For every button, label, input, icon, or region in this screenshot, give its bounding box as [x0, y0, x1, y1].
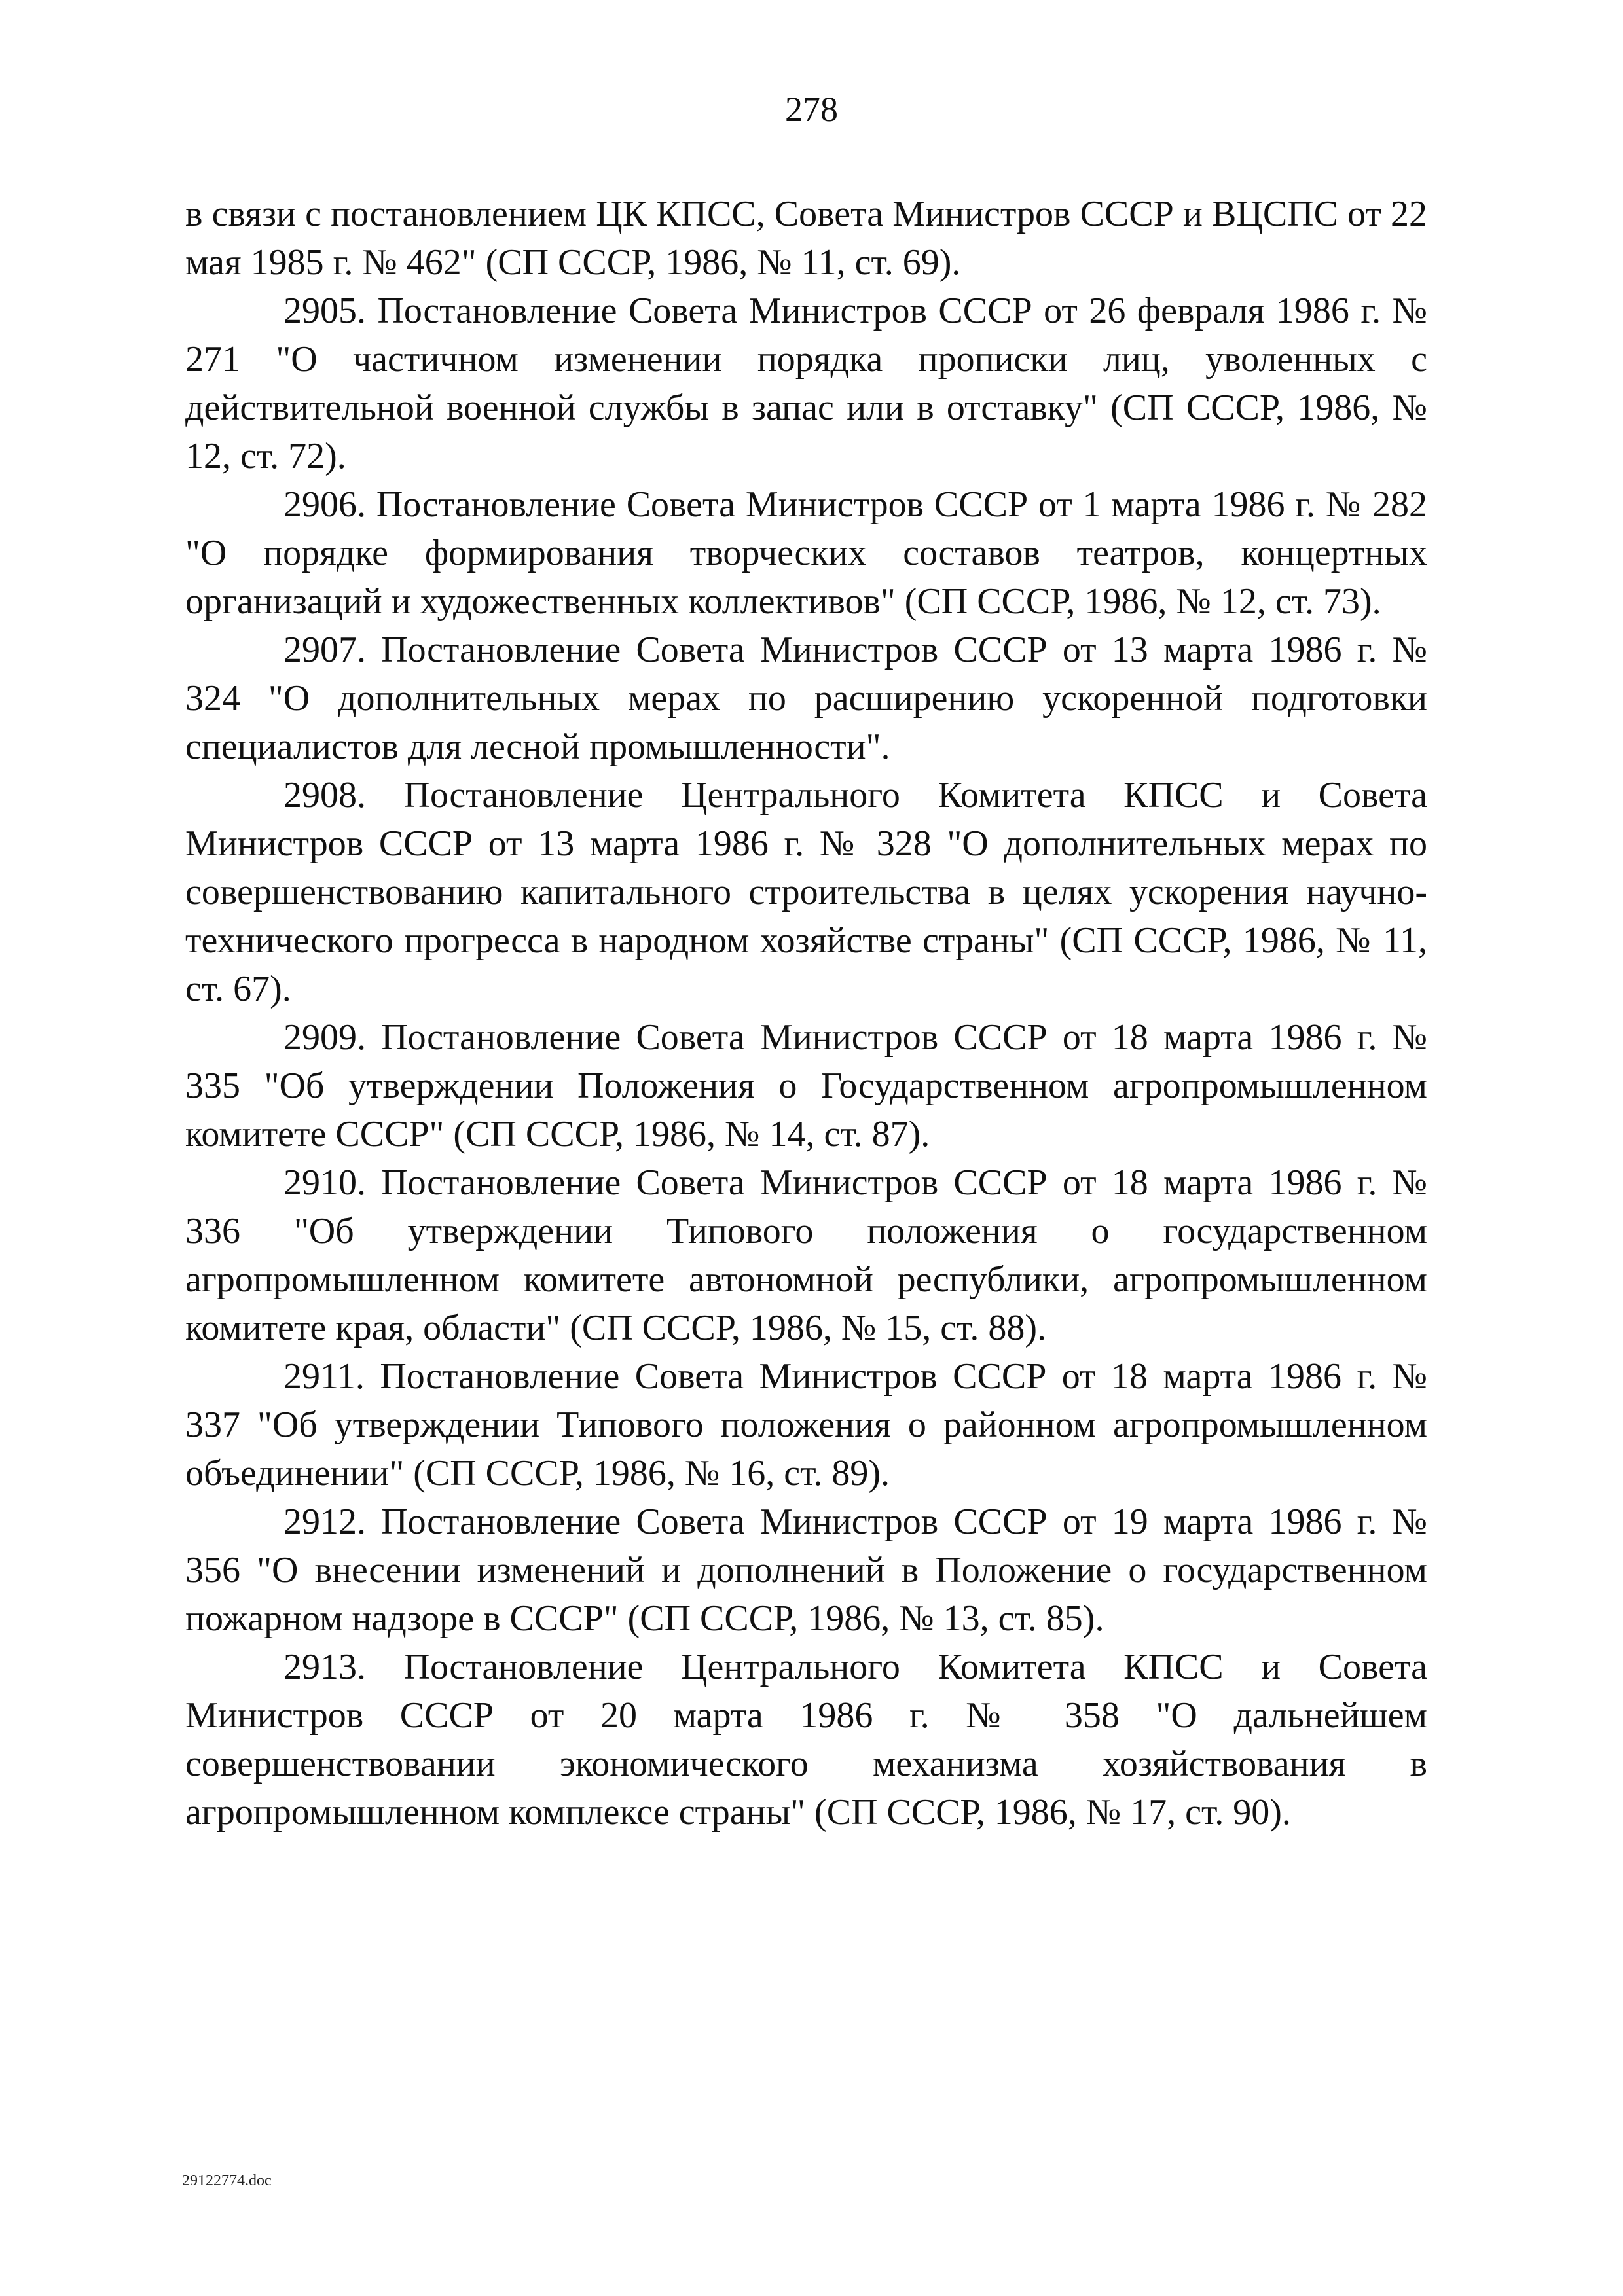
entry-2906: 2906. Постановление Совета Министров СССР от 1 марта 1986 г. № 282 "О порядке формирования творческих составов театров, концертных организаций и художественных коллективов" (СП СССР, 1986, № 12, ст. 73). [185, 484, 1427, 622]
page-number: 278 [785, 90, 838, 129]
document-body [185, 190, 1427, 1837]
entry-2909: 2909. Постановление Совета Министров СССР от 18 марта 1986 г. № 335 "Об утверждении Положения о Государственном агропромышленном комитете СССР" (СП СССР, 1986, № 14, ст. 87). [185, 1017, 1427, 1155]
entry-2912: 2912. Постановление Совета Министров СССР от 19 марта 1986 г. № 356 "О внесении изменений и дополнений в Положение о государственном пожарном надзоре в СССР" (СП СССР, 1986, № 13, ст. 85). [185, 1501, 1427, 1639]
entry-2905: 2905. Постановление Совета Министров СССР от 26 февраля 1986 г. № 271 "О частичном изменении порядка прописки лиц, уволенных с действительной военной службы в запас или в отставку" (СП СССР, 1986, № 12, ст. 72). [185, 291, 1427, 476]
entry-2910: 2910. Постановление Совета Министров СССР от 18 марта 1986 г. № 336 "Об утверждении Типового положения о государственном агропромышленном комитете автономной республики, агропромышленном комитете края, области" (СП СССР, 1986, № 15, ст. 88). [185, 1162, 1427, 1348]
entry-2907: 2907. Постановление Совета Министров СССР от 13 марта 1986 г. № 324 "О дополнительных мерах по расширению ускоренной подготовки специалистов для лесной промышленности". [185, 630, 1427, 767]
entry-2913: 2913. Постановление Центрального Комитета КПСС и Совета Министров СССР от 20 марта 1986 г. № 358 "О дальнейшем совершенствовании экономического механизма хозяйствования в агропромышленном комплексе страны" (СП СССР, 1986, № 17, ст. 90). [185, 1647, 1427, 1833]
entry-2911: 2911. Постановление Совета Министров СССР от 18 марта 1986 г. № 337 "Об утверждении Типового положения о районном агропромышленном объединении" (СП СССР, 1986, № 16, ст. 89). [185, 1356, 1427, 1494]
footer-filename: 29122774.doc [182, 2172, 272, 2189]
entry-2908: 2908. Постановление Центрального Комитета КПСС и Совета Министров СССР от 13 марта 1986 г. № 328 "О дополнительных мерах по совершенствованию капитального строительства в целях ускорения научно-технического прогресса в народном хозяйстве страны" (СП СССР, 1986, № 11, ст. 67). [185, 775, 1427, 1009]
paragraph-continuation: в связи с постановлением ЦК КПСС, Совета Министров СССР и ВЦСПС от 22 мая 1985 г. № 462" (СП СССР, 1986, № 11, ст. 69). [185, 194, 1427, 283]
